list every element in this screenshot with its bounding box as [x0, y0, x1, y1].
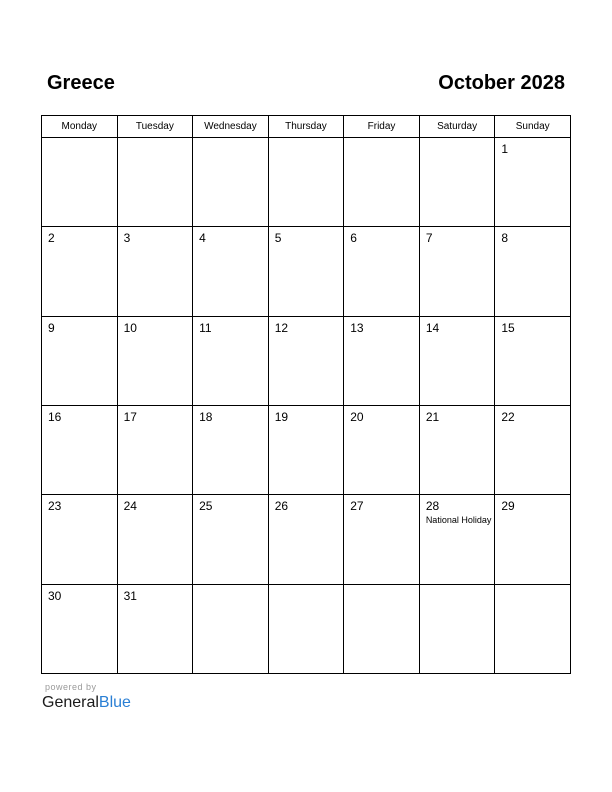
day-number: 19 [274, 409, 289, 424]
weekday-header: Tuesday [117, 116, 193, 138]
week-row [42, 495, 571, 584]
day-cell [117, 584, 193, 673]
day-number: 11 [199, 320, 212, 335]
day-number: 17 [123, 409, 137, 424]
day-cell [42, 405, 118, 494]
weekday-header: Monday [42, 116, 118, 138]
day-cell [344, 495, 420, 584]
day-number [495, 585, 570, 589]
day-cell [344, 316, 420, 405]
day-number: 13 [350, 320, 364, 335]
calendar-grid [41, 115, 571, 674]
day-number: 1 [501, 142, 509, 156]
day-number: 7 [425, 231, 433, 246]
day-cell [42, 138, 118, 227]
day-number [193, 138, 268, 142]
day-cell [193, 138, 269, 227]
day-number: 6 [350, 231, 357, 246]
day-cell [495, 495, 571, 584]
day-number [269, 138, 344, 142]
day-cell [268, 405, 344, 494]
holiday-label: National Holiday [425, 515, 492, 526]
day-number: 8 [501, 231, 509, 246]
day-number: 30 [48, 588, 62, 603]
day-cell [495, 316, 571, 405]
day-number: 20 [350, 409, 364, 424]
day-cell [42, 584, 118, 673]
day-cell [42, 227, 118, 316]
weekday-header-row [42, 116, 571, 138]
week-row [42, 227, 571, 316]
day-cell [268, 495, 344, 584]
day-number [193, 585, 268, 589]
day-number [420, 138, 495, 142]
day-cell [344, 584, 420, 673]
day-cell [495, 405, 571, 494]
day-number [344, 138, 419, 142]
day-cell [193, 495, 269, 584]
day-number: 2 [48, 231, 55, 246]
day-cell [193, 405, 269, 494]
day-cell [419, 316, 495, 405]
brand-name-general: General [42, 694, 99, 711]
day-number [118, 138, 193, 142]
day-cell [117, 405, 193, 494]
day-number [420, 585, 495, 589]
week-row [42, 138, 571, 227]
day-number: 21 [425, 409, 440, 424]
day-number: 28 [425, 499, 440, 514]
day-cell [344, 138, 420, 227]
day-cell [419, 495, 495, 584]
day-number: 24 [123, 499, 137, 514]
day-number: 18 [199, 409, 213, 424]
day-cell [344, 227, 420, 316]
day-number: 14 [425, 320, 440, 335]
day-number: 22 [501, 409, 515, 424]
day-number: 27 [350, 499, 364, 514]
day-cell [117, 138, 193, 227]
day-number [42, 138, 117, 142]
day-number: 16 [48, 409, 62, 424]
day-cell [117, 316, 193, 405]
day-number [269, 585, 344, 589]
day-number: 9 [48, 320, 55, 335]
day-cell [495, 584, 571, 673]
day-number: 26 [274, 499, 289, 514]
weekday-header: Wednesday [193, 116, 269, 138]
brand-logo[interactable] [42, 694, 131, 712]
weekday-header: Friday [344, 116, 420, 138]
day-cell [268, 227, 344, 316]
day-number: 12 [274, 320, 289, 335]
week-row [42, 405, 571, 494]
day-cell [268, 584, 344, 673]
weekday-header: Thursday [268, 116, 344, 138]
day-cell [419, 405, 495, 494]
day-cell [42, 495, 118, 584]
day-cell [117, 495, 193, 584]
month-year-title: October 2028 [438, 72, 565, 94]
day-number: 5 [274, 231, 282, 246]
weekday-header: Sunday [495, 116, 571, 138]
day-cell [193, 584, 269, 673]
week-row [42, 584, 571, 673]
weekday-header: Saturday [419, 116, 495, 138]
day-number: 23 [48, 499, 62, 514]
day-number: 31 [123, 588, 137, 603]
week-row [42, 316, 571, 405]
day-number: 3 [123, 231, 131, 246]
country-title: Greece [47, 72, 115, 94]
day-cell [495, 138, 571, 227]
day-cell [117, 227, 193, 316]
day-number: 29 [501, 499, 515, 514]
day-cell [495, 227, 571, 316]
day-number: 4 [199, 231, 206, 246]
powered-by-text: powered by [45, 682, 97, 692]
day-cell [419, 138, 495, 227]
day-cell [268, 316, 344, 405]
day-cell [419, 584, 495, 673]
day-number: 10 [123, 320, 137, 335]
day-number [344, 585, 419, 589]
brand-name-blue: Blue [98, 694, 131, 711]
day-number: 25 [199, 499, 213, 514]
day-cell [193, 316, 269, 405]
day-cell [42, 316, 118, 405]
day-number: 15 [501, 320, 515, 335]
day-cell [268, 138, 344, 227]
day-cell [193, 227, 269, 316]
day-cell [344, 405, 420, 494]
day-cell [419, 227, 495, 316]
